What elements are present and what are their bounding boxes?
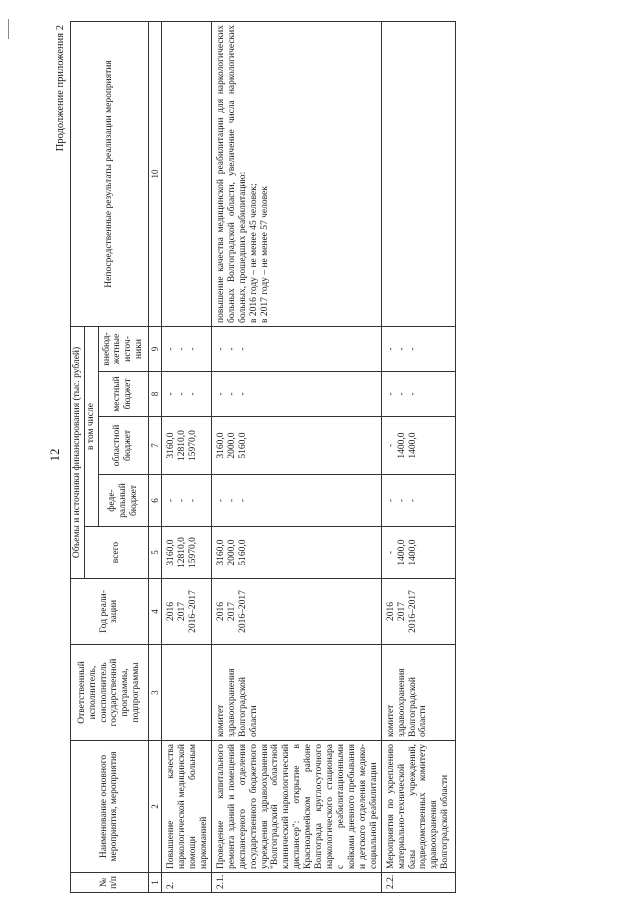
amount-value: 1400,0 <box>407 432 418 459</box>
row-name: Мероприятия по укреплению материально-технической базы учреждений, подведомственных комитету здравоохранения Волгоградской области <box>381 741 455 873</box>
table-row <box>211 21 381 892</box>
column-number: 3 <box>148 645 161 741</box>
amount-value: - <box>407 347 418 351</box>
header-extra: внебюд-жетные источ-ники <box>98 326 148 371</box>
row-federal <box>211 475 381 527</box>
program-table <box>70 21 456 893</box>
amount-value: - <box>407 498 418 503</box>
row-executor: комитет здравоохранения Волгоградской области <box>211 645 381 741</box>
row-local <box>162 372 212 417</box>
results-text: повышение качества медицинской реабилитации для наркологических больных Волгоградской области, увеличение числа наркологических больных, прошедших реабилитацию: <box>215 24 248 323</box>
row-years <box>381 579 455 645</box>
amount-value: 3160,0 <box>166 539 177 566</box>
column-number: 7 <box>148 417 161 475</box>
row-number: 2.2. <box>381 873 455 893</box>
column-number: 5 <box>148 527 161 579</box>
row-number: 2. <box>162 873 212 893</box>
row-results <box>211 21 381 326</box>
column-number: 1 <box>148 873 161 893</box>
amount-value: 5160,0 <box>237 539 248 566</box>
amount-value: - <box>177 498 188 503</box>
table-row <box>162 21 212 892</box>
amount-value: 15970,0 <box>188 537 199 568</box>
column-number: 2 <box>148 741 161 873</box>
amount-value: - <box>215 392 226 396</box>
amount-value: 2000,0 <box>226 539 237 566</box>
amount-value: - <box>215 347 226 351</box>
amount-value: 15970,0 <box>188 430 199 461</box>
row-federal <box>162 475 212 527</box>
amount-value: - <box>226 392 237 396</box>
row-extra <box>162 326 212 371</box>
row-federal <box>381 475 455 527</box>
header-funding: Объемы и источники финансирования (тыс. рублей) <box>71 326 85 578</box>
amount-value: 5160,0 <box>237 432 248 459</box>
header-name: Наименование основного мероприятия, мероприятия <box>71 741 149 873</box>
column-number: 4 <box>148 579 161 645</box>
row-local <box>381 372 455 417</box>
year-value: 2017 <box>396 602 407 621</box>
column-number: 8 <box>148 372 161 417</box>
amount-value: - <box>385 498 396 503</box>
row-name: Проведение капитального ремонта зданий и помещений диспансерного отделения государственного бюджетного учреждения здравоохранения "Волгоградский областной клинический наркологический диспансер": открытие в Красноармейском районе Волгограда круглосуточного наркологического стационара с реабилитационными койками дневного пребывания и детского отделения медико-социальной реабилитации <box>211 741 381 873</box>
amount-value: - <box>188 498 199 503</box>
amount-value: 1400,0 <box>407 539 418 566</box>
row-total <box>211 527 381 579</box>
year-value: 2016–2017 <box>237 590 248 633</box>
row-extra <box>211 326 381 371</box>
header-including: в том числе <box>84 326 98 526</box>
row-regional <box>381 417 455 475</box>
amount-value: - <box>407 392 418 396</box>
amount-value: - <box>226 498 237 503</box>
amount-value: 2000,0 <box>226 432 237 459</box>
table-row <box>381 21 455 892</box>
year-value: 2016–2017 <box>188 590 199 633</box>
row-regional <box>162 417 212 475</box>
amount-value: - <box>177 347 188 351</box>
year-value: 2017 <box>226 602 237 621</box>
row-regional <box>211 417 381 475</box>
header-regional: областной бюджет <box>98 417 148 475</box>
row-results <box>381 21 455 326</box>
header-executor: Ответственный исполнитель, соисполнитель государственной программы, подпрограммы <box>71 645 149 741</box>
amount-value: - <box>396 347 407 351</box>
results-line: в 2017 году – не менее 57 человек <box>259 186 270 323</box>
results-line: в 2016 году – не менее 45 человек; <box>248 183 259 323</box>
amount-value: - <box>237 347 248 351</box>
year-value: 2017 <box>177 602 188 621</box>
amount-value: - <box>188 392 199 396</box>
row-years <box>211 579 381 645</box>
amount-value: - <box>385 443 396 448</box>
year-value: 2016 <box>215 602 226 621</box>
amount-value: 12810,0 <box>177 430 188 461</box>
amount-value: - <box>237 498 248 503</box>
amount-value: 3160,0 <box>166 432 177 459</box>
amount-value: - <box>188 347 199 351</box>
amount-value: - <box>385 550 396 555</box>
amount-value: - <box>396 392 407 396</box>
amount-value: 3160,0 <box>215 539 226 566</box>
amount-value: - <box>396 498 407 503</box>
amount-value: 1400,0 <box>396 539 407 566</box>
year-value: 2016–2017 <box>407 590 418 633</box>
year-value: 2016 <box>166 602 177 621</box>
row-extra <box>381 326 455 371</box>
continuation-note: Продолжение приложения 2 <box>55 25 66 152</box>
row-executor <box>162 645 212 741</box>
amount-value: - <box>177 392 188 396</box>
amount-value: - <box>166 347 177 351</box>
page-number: 12 <box>47 448 62 462</box>
row-local <box>211 372 381 417</box>
header-year: Год реали-зации <box>71 579 149 645</box>
row-total <box>381 527 455 579</box>
page-corner-mark <box>8 19 9 39</box>
row-results <box>162 21 212 326</box>
amount-value: - <box>166 392 177 396</box>
amount-value: - <box>237 392 248 396</box>
row-name: Повышение качества наркологической медицинской помощи больным наркоманией <box>162 741 212 873</box>
row-total <box>162 527 212 579</box>
amount-value: - <box>385 347 396 351</box>
amount-value: 12810,0 <box>177 537 188 568</box>
amount-value: - <box>215 498 226 503</box>
header-federal: феде-ральный бюджет <box>98 475 148 527</box>
row-number: 2.1. <box>211 873 381 893</box>
year-value: 2016 <box>385 602 396 621</box>
row-years <box>162 579 212 645</box>
header-local: местный бюджет <box>98 372 148 417</box>
amount-value: 1400,0 <box>396 432 407 459</box>
amount-value: - <box>166 498 177 503</box>
column-number: 10 <box>148 21 161 326</box>
amount-value: - <box>385 392 396 396</box>
amount-value: - <box>226 347 237 351</box>
header-num: № п/п <box>71 873 149 893</box>
column-number: 6 <box>148 475 161 527</box>
amount-value: 3160,0 <box>215 432 226 459</box>
row-executor: комитет здравоохранения Волгоградской области <box>381 645 455 741</box>
header-results: Непосредственные результаты реализации мероприятия <box>71 21 149 326</box>
header-total: всего <box>84 527 148 579</box>
column-number: 9 <box>148 326 161 371</box>
